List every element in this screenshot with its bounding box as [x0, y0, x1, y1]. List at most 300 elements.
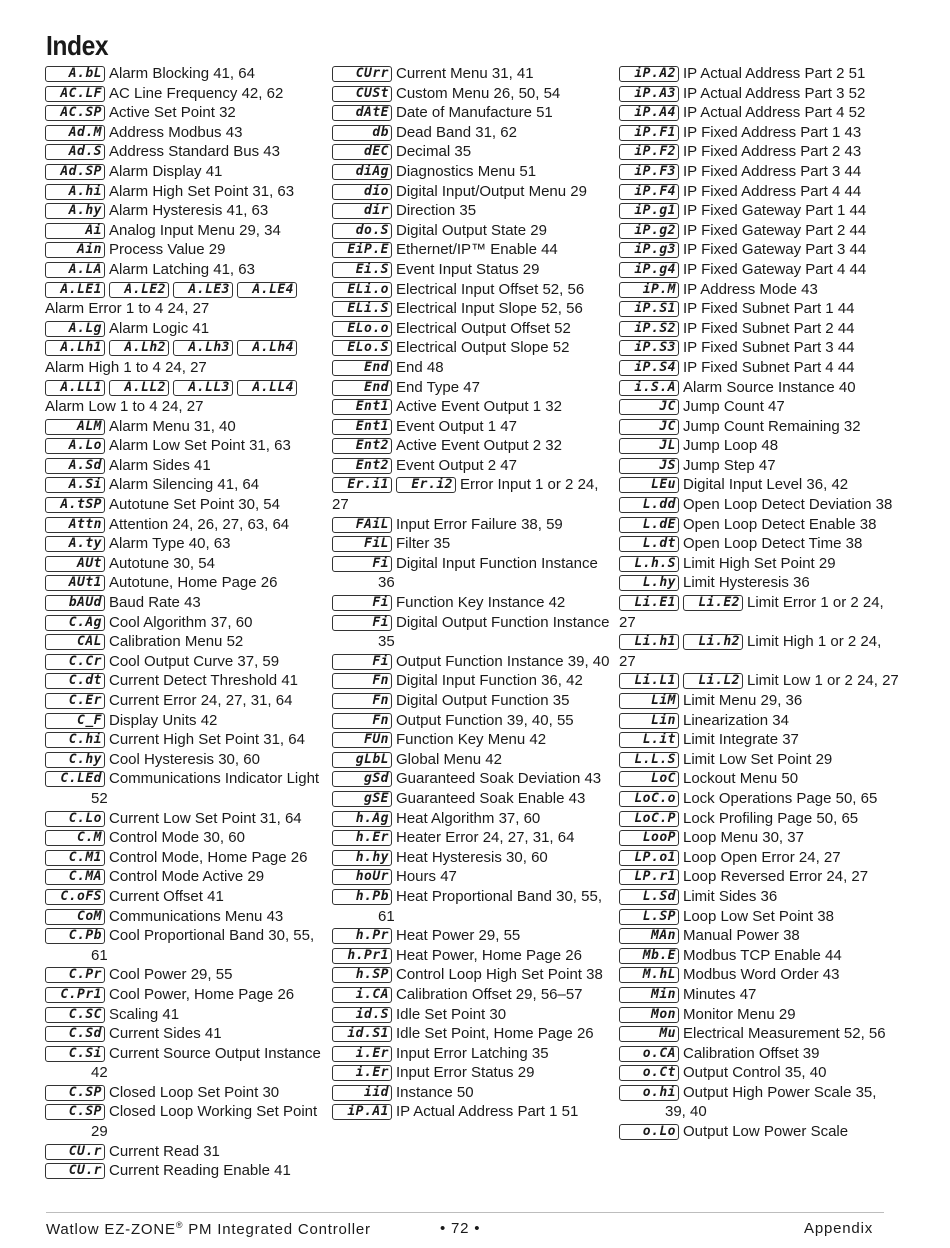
index-entry [332, 1005, 614, 1025]
display-code: JC [619, 399, 679, 415]
entry-pages: 29 [522, 260, 540, 278]
entry-pages: 37, 60 [210, 613, 253, 631]
entry-pages: 30 [489, 1005, 507, 1023]
display-code: JC [619, 419, 679, 435]
entry-description: Alarm Source Instance [683, 378, 835, 396]
entry-description: Display Units [109, 711, 197, 729]
display-code: LoC [619, 771, 679, 787]
index-entry [332, 280, 614, 300]
display-code: hoUr [332, 869, 392, 885]
entry-pages: 52, 56 [541, 300, 583, 318]
entry-description: Jump Count [683, 398, 764, 416]
entry-description: Digital Output Function Instance [396, 613, 610, 631]
entry-pages: 29 [517, 1064, 535, 1082]
entry-description: Active Event Output 1 [396, 398, 542, 416]
display-code: Li.E1 [619, 595, 679, 611]
display-code: A.LE4 [237, 282, 297, 298]
index-entry [45, 162, 327, 182]
entry-pages: 43 [584, 770, 602, 788]
display-code: A.hi [45, 184, 105, 200]
display-code: Ain [45, 242, 105, 258]
entry-pages: 37, 60 [498, 809, 541, 827]
entry-description: Instance [396, 1083, 453, 1101]
display-code: FUn [332, 732, 392, 748]
entry-pages: 31 [203, 1142, 220, 1160]
index-entry [619, 358, 901, 378]
index-entry [619, 378, 901, 398]
entry-description: Process Value [109, 241, 205, 259]
entry-pages: 30, 54 [173, 554, 215, 572]
entry-description: Cool Power, Home Page [109, 985, 274, 1003]
display-code: Mon [619, 1007, 679, 1023]
entry-description: IP Address Mode [683, 280, 797, 298]
index-entry [332, 828, 614, 848]
display-code: A.LE3 [173, 282, 233, 298]
entry-description: Loop Open Error [683, 848, 795, 866]
display-code: LoC.o [619, 791, 679, 807]
index-entry [619, 867, 901, 887]
index-entry [45, 671, 327, 691]
entry-pages: 24, 27 [161, 398, 204, 416]
index-entry [619, 554, 901, 574]
entry-description: Modbus TCP Enable [683, 946, 821, 964]
entry-pages: 35, 39, 40 [665, 1083, 877, 1121]
entry-description: IP Fixed Subnet Part 3 [683, 339, 834, 357]
entry-description: Guaranteed Soak Enable [396, 789, 565, 807]
entry-pages: 41 [204, 1025, 222, 1043]
entry-description: Alarm Blocking [109, 65, 210, 82]
display-code: iid [332, 1085, 392, 1101]
entry-pages: 44 [541, 241, 558, 259]
entry-description: Current Read [109, 1142, 200, 1160]
display-code: Li.h2 [683, 634, 743, 650]
entry-description: Autotune, Home Page [109, 574, 257, 592]
entry-description: Cool Output Curve [109, 652, 234, 670]
entry-description: Cool Power [109, 966, 187, 984]
entry-description: End Type [396, 378, 460, 396]
entry-pages: 47 [758, 456, 776, 474]
entry-description: Jump Loop [683, 437, 758, 455]
entry-pages: 44 [849, 241, 867, 259]
index-entry [332, 378, 614, 398]
index-entry [332, 750, 614, 770]
index-entry [619, 103, 901, 123]
index-entry [619, 319, 901, 339]
display-code: C.LEd [45, 771, 105, 787]
index-entry [332, 201, 614, 221]
entry-description: Function Key Instance [396, 594, 545, 612]
display-code: A.Lh3 [173, 340, 233, 356]
registered-mark: ® [175, 1220, 184, 1230]
entry-description: Cool Proportional Band [109, 927, 265, 945]
display-code: L.dd [619, 497, 679, 513]
index-entry [619, 907, 901, 927]
entry-pages: 43 [844, 143, 862, 161]
entry-pages: 41 [162, 1005, 180, 1023]
display-code: iP.F2 [619, 144, 679, 160]
display-code: h.Pr [332, 928, 392, 944]
display-code: dir [332, 203, 392, 219]
display-code: CUSt [332, 86, 392, 102]
display-code: A.Lh2 [109, 340, 169, 356]
entry-description: Control Loop High Set Point [396, 966, 582, 984]
index-entry [45, 142, 327, 162]
entry-description: Limit Integrate [683, 731, 779, 749]
entry-pages: 43 [801, 280, 818, 298]
entry-pages: 50 [781, 770, 799, 788]
display-code: Ent1 [332, 399, 392, 415]
entry-description: Event Output 1 [396, 417, 497, 435]
index-entry [332, 1083, 614, 1103]
index-entry [45, 436, 327, 456]
display-code: C.Si [45, 1046, 105, 1062]
display-code: C.Ag [45, 615, 105, 631]
display-code: Ai [45, 223, 105, 239]
entry-description: Autotune [109, 554, 170, 572]
entry-description: IP Actual Address Part 4 [683, 104, 845, 122]
entry-description: Cool Hysteresis [109, 750, 215, 768]
entry-pages: 37 [782, 731, 799, 749]
entry-pages: 43 [263, 143, 280, 161]
entry-pages: 24, 27 [798, 848, 841, 866]
entry-description: IP Fixed Subnet Part 4 [683, 358, 834, 376]
entry-description: Digital Input Function [396, 672, 537, 690]
index-entry [332, 260, 614, 280]
entry-description: Electrical Output Slope [396, 339, 549, 357]
index-entry [619, 1083, 901, 1122]
display-code: LooP [619, 830, 679, 846]
display-code: L.hy [619, 575, 679, 591]
entry-description: AC Line Frequency [109, 84, 238, 102]
display-code: A.LE1 [45, 282, 105, 298]
page-number: • 72 • [440, 1220, 481, 1237]
entry-description: Output Low Power Scale [683, 1123, 849, 1141]
display-code: C.M [45, 830, 105, 846]
display-code: Er.i2 [396, 477, 456, 493]
display-code: C.Lo [45, 811, 105, 827]
entry-pages: 41 [194, 456, 211, 474]
display-code: do.S [332, 223, 392, 239]
index-entry [332, 162, 614, 182]
entry-pages: 39, 40 [567, 652, 610, 670]
display-code: ALM [45, 419, 105, 435]
index-entry [619, 593, 901, 632]
entry-pages: 24, 27 [165, 358, 207, 376]
index-entry [45, 828, 327, 848]
entry-pages: 42 [200, 711, 218, 729]
display-code: Fi [332, 654, 392, 670]
entry-pages: 44 [849, 260, 867, 278]
display-code: C.M1 [45, 850, 105, 866]
entry-pages: 24, 27 [857, 672, 899, 690]
entry-pages: 30 [262, 1083, 280, 1101]
display-code: iP.S1 [619, 301, 679, 317]
display-code: LEu [619, 477, 679, 493]
display-code: ELi.o [332, 282, 392, 298]
index-entry [619, 671, 901, 691]
index-entry [45, 1142, 327, 1162]
display-code: C.Er [45, 693, 105, 709]
entry-description: Current Menu [396, 65, 488, 82]
display-code: C.SC [45, 1007, 105, 1023]
index-entry [619, 221, 901, 241]
index-column-2 [332, 64, 614, 1122]
index-entry [619, 397, 901, 417]
entry-pages: 43 [822, 966, 840, 984]
display-code: A.Lo [45, 438, 105, 454]
index-entry [45, 573, 327, 593]
entry-pages: 38 [859, 515, 877, 533]
entry-description: Diagnostics Menu [396, 162, 516, 180]
entry-pages: 48 [426, 358, 444, 376]
index-entry [45, 103, 327, 123]
index-entry [619, 182, 901, 202]
entry-pages: 24, 27 [167, 300, 210, 318]
entry-description: Alarm Silencing [109, 476, 214, 494]
entry-description: Alarm High Set Point [109, 182, 249, 200]
entry-description: Closed Loop Working Set Point [109, 1103, 318, 1121]
entry-description: Calibration Menu [109, 633, 223, 651]
index-entry [45, 280, 327, 319]
entry-pages: 41 [207, 887, 224, 905]
entry-description: Alarm Latching [109, 260, 210, 278]
index-entry [45, 652, 327, 672]
index-entry [45, 182, 327, 202]
entry-description: Open Loop Detect Deviation [683, 496, 872, 514]
display-code: A.tSP [45, 497, 105, 513]
entry-description: IP Fixed Gateway Part 4 [683, 260, 846, 278]
entry-description: Limit Hysteresis [683, 574, 789, 592]
entry-description: Global Menu [396, 750, 482, 768]
entry-description: Alarm Logic [109, 319, 189, 337]
index-entry [619, 436, 901, 456]
display-code: i.S.A [619, 380, 679, 396]
display-code: Ent2 [332, 458, 392, 474]
entry-description: Heat Hysteresis [396, 848, 502, 866]
display-code: h.Er [332, 830, 392, 846]
entry-description: Alarm Hysteresis [109, 202, 223, 220]
display-code: C.Pb [45, 928, 105, 944]
entry-description: Output Control [683, 1064, 781, 1082]
entry-pages: 31, 40 [194, 417, 236, 435]
display-code: C.MA [45, 869, 105, 885]
display-code: dEC [332, 144, 392, 160]
entry-description: Output Function Instance [396, 652, 564, 670]
entry-pages: 40 [838, 378, 856, 396]
display-code: o.hi [619, 1085, 679, 1101]
display-code: JS [619, 458, 679, 474]
index-entry [332, 1024, 614, 1044]
entry-description: Loop Menu [683, 829, 759, 847]
entry-description: Lock Operations Page [683, 789, 832, 807]
entry-description: IP Fixed Address Part 3 [683, 162, 841, 180]
entry-description: Digital Input Function Instance [396, 554, 598, 572]
entry-pages: 29 [247, 868, 265, 886]
entry-description: Output Function [396, 711, 503, 729]
display-code: iP.g3 [619, 242, 679, 258]
display-code: Ad.M [45, 125, 105, 141]
entry-description: Loop Reversed Error [683, 868, 823, 886]
display-code: Fn [332, 673, 392, 689]
entry-description: Cool Algorithm [109, 613, 207, 631]
display-code: Ad.S [45, 144, 105, 160]
entry-pages: 31, 62 [475, 123, 517, 141]
index-entry [45, 965, 327, 985]
footer-brand: Watlow EZ-ZONE [46, 1221, 176, 1238]
index-entry [45, 515, 327, 535]
display-code: h.hy [332, 850, 392, 866]
display-code: iP.A2 [619, 66, 679, 82]
entry-description: Current Sides [109, 1025, 201, 1043]
display-code: A.LE2 [109, 282, 169, 298]
display-code: L.h.S [619, 556, 679, 572]
index-entry [619, 338, 901, 358]
index-entry [45, 1083, 327, 1103]
entry-pages: 29, 36 [760, 692, 803, 709]
entry-description: Control Mode [109, 829, 200, 847]
index-entry [45, 985, 327, 1005]
entry-pages: 42 [91, 1064, 108, 1082]
index-entry [45, 809, 327, 829]
display-code: AC.LF [45, 86, 105, 102]
index-entry [619, 1044, 901, 1064]
index-entry [45, 221, 327, 241]
entry-pages: 24, 27 [619, 594, 884, 631]
display-code: A.LL2 [109, 380, 169, 396]
entry-description: Modbus Word Order [683, 966, 819, 984]
entry-pages: 29, 55 [478, 927, 521, 945]
display-code: dAtE [332, 105, 392, 121]
entry-pages: 38, 59 [521, 515, 563, 533]
index-entry [45, 456, 327, 476]
entry-description: Calibration Offset [683, 1044, 799, 1062]
entry-pages: 24, 27 [619, 633, 882, 670]
display-code: A.Lg [45, 321, 105, 337]
entry-description: Output High Power Scale [683, 1083, 852, 1101]
index-entry [45, 848, 327, 868]
index-entry [332, 142, 614, 162]
entry-pages: 26 [565, 946, 582, 964]
display-code: dio [332, 184, 392, 200]
entry-description: Limit Error 1 or 2 [747, 594, 859, 612]
entry-pages: 36, 42 [541, 672, 583, 690]
display-code: L.L.S [619, 752, 679, 768]
entry-description: Event Output 2 [396, 456, 497, 474]
entry-pages: 41 [274, 1162, 291, 1180]
entry-pages: 44 [849, 202, 867, 220]
entry-pages: 38 [586, 966, 603, 984]
display-code: LoC.P [619, 811, 679, 827]
entry-pages: 38 [783, 927, 800, 945]
display-code: A.Lh4 [237, 340, 297, 356]
entry-description: Limit High 1 or 2 [747, 633, 857, 651]
entry-description: Input Error Status [396, 1064, 514, 1082]
entry-description: Limit High Set Point [683, 554, 815, 572]
entry-description: Closed Loop Set Point [109, 1083, 259, 1101]
entry-description: IP Fixed Gateway Part 2 [683, 221, 846, 239]
index-entry [619, 730, 901, 750]
entry-pages: 42, 62 [241, 84, 284, 102]
display-code: gSd [332, 771, 392, 787]
entry-description: Limit Low Set Point [683, 750, 812, 768]
display-code: End [332, 360, 392, 376]
entry-pages: 36, 42 [806, 476, 849, 494]
display-code: Mb.E [619, 948, 679, 964]
entry-pages: 26 [277, 985, 295, 1003]
display-code: L.Sd [619, 889, 679, 905]
display-code: iP.F3 [619, 164, 679, 180]
entry-pages: 51 [519, 162, 537, 180]
index-entry [332, 887, 614, 926]
entry-description: Hours [396, 868, 437, 886]
index-entry [45, 534, 327, 554]
entry-description: Address Modbus [109, 123, 222, 141]
entry-pages: 32 [545, 437, 562, 455]
entry-description: Heat Algorithm [396, 809, 495, 827]
entry-pages: 30, 60 [218, 750, 260, 768]
entry-description: Lockout Menu [683, 770, 778, 788]
display-code: C.hi [45, 732, 105, 748]
entry-description: Jump Count Remaining [683, 417, 840, 435]
entry-pages: 43 [568, 789, 586, 807]
display-code: Fi [332, 595, 392, 611]
display-code: i.Er [332, 1046, 392, 1062]
entry-description: Manual Power [683, 927, 779, 945]
index-entry [45, 417, 327, 437]
index-entry [332, 456, 614, 476]
display-code: L.it [619, 732, 679, 748]
entry-pages: 41, 64 [213, 65, 255, 82]
display-code: C.SP [45, 1104, 105, 1120]
index-entry [619, 828, 901, 848]
display-code: id.S1 [332, 1026, 392, 1042]
entry-description: Alarm Type [109, 535, 185, 553]
display-code: C_F [45, 713, 105, 729]
index-entry [619, 769, 901, 789]
entry-pages: 41 [192, 319, 210, 337]
index-entry [45, 123, 327, 143]
display-code: Li.E2 [683, 595, 743, 611]
entry-description: Current High Set Point [109, 731, 260, 749]
index-entry [619, 260, 901, 280]
index-entry [619, 142, 901, 162]
entry-description: Electrical Output Offset [396, 319, 550, 337]
display-code: A.LL3 [173, 380, 233, 396]
index-entry [619, 1063, 901, 1083]
display-code: ELo.S [332, 340, 392, 356]
entry-pages: 41, 63 [213, 260, 255, 278]
entry-description: IP Actual Address Part 1 [396, 1103, 558, 1121]
entry-description: Autotune Set Point [109, 496, 235, 514]
entry-pages: 44 [844, 182, 862, 200]
index-entry [45, 201, 327, 221]
display-code: C.hy [45, 752, 105, 768]
display-code: Ent2 [332, 438, 392, 454]
display-code: Fi [332, 556, 392, 572]
index-entry [45, 495, 327, 515]
index-entry [332, 671, 614, 691]
entry-description: Current Error [109, 692, 197, 709]
entry-pages: 35 [552, 692, 570, 709]
index-entry [332, 534, 614, 554]
entry-pages: 50, 65 [816, 809, 859, 827]
entry-pages: 32 [219, 104, 236, 122]
display-code: iP.S4 [619, 360, 679, 376]
entry-pages: 43 [266, 907, 284, 925]
index-entry [619, 632, 901, 671]
entry-pages: 38 [845, 535, 863, 553]
entry-description: Limit Low 1 or 2 [747, 672, 853, 690]
